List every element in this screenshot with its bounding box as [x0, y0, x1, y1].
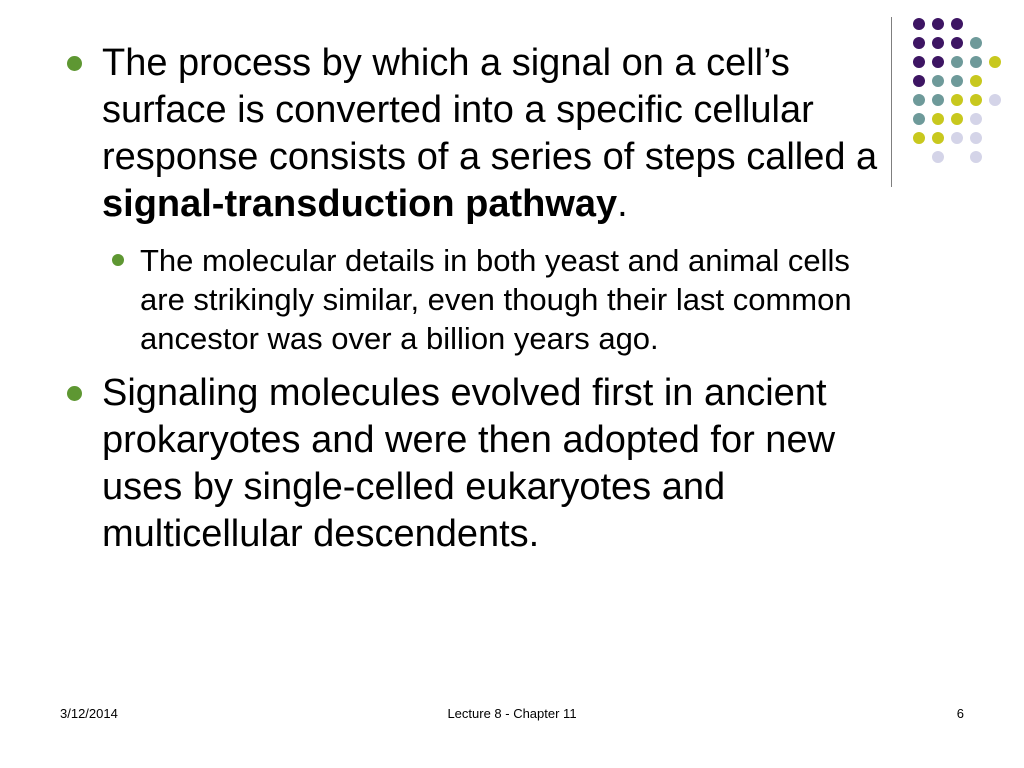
- bullet-icon: [67, 56, 82, 71]
- dot: [989, 56, 1001, 68]
- dot: [913, 75, 925, 87]
- dot: [913, 132, 925, 144]
- dot: [970, 94, 982, 106]
- dot: [951, 56, 963, 68]
- sub-bullet-text: The molecular details in both yeast and animal cells are strikingly similar, even though their last common ancestor was over a billion years ago.: [140, 243, 852, 356]
- dot: [951, 37, 963, 49]
- dot: [951, 75, 963, 87]
- dot: [951, 18, 963, 30]
- footer-page-number: 6: [956, 706, 964, 721]
- dot: [932, 56, 944, 68]
- dot: [932, 75, 944, 87]
- dot: [970, 75, 982, 87]
- bullet-item-signaling-molecules: [60, 370, 880, 558]
- dot: [951, 113, 963, 125]
- header-divider: [891, 17, 892, 187]
- dot: [932, 132, 944, 144]
- bullet-text-end: .: [617, 183, 628, 225]
- bullet-text: The process by which a signal on a cell’s surface is converted into a specific cellular response consists of a series of steps called a: [102, 42, 878, 178]
- dot: [932, 18, 944, 30]
- dot: [913, 37, 925, 49]
- dot: [913, 113, 925, 125]
- footer-title: Lecture 8 - Chapter 11: [447, 706, 577, 721]
- dot: [970, 37, 982, 49]
- dot: [970, 151, 982, 163]
- bullet-item-signal-transduction: [60, 40, 880, 228]
- slide-body: [60, 40, 880, 558]
- dot: [970, 56, 982, 68]
- dot: [951, 94, 963, 106]
- dot: [913, 94, 925, 106]
- dot: [932, 94, 944, 106]
- dot: [932, 151, 944, 163]
- dot: [932, 37, 944, 49]
- dot: [932, 113, 944, 125]
- bullet-text: Signaling molecules evolved first in ancient prokaryotes and were then adopted for new uses by single-celled eukaryotes and multicellular descendents.: [102, 372, 836, 555]
- dot: [970, 113, 982, 125]
- dot: [970, 132, 982, 144]
- sub-bullet-item-molecular-details: [60, 241, 880, 358]
- bullet-icon: [67, 386, 82, 401]
- footer-date: 3/12/2014: [60, 706, 118, 721]
- sub-bullet-icon: [112, 254, 124, 266]
- dot: [989, 94, 1001, 106]
- dot: [913, 18, 925, 30]
- decorative-dot-grid: [900, 10, 1020, 170]
- dot: [951, 132, 963, 144]
- bullet-bold-term: signal-transduction pathway: [102, 183, 618, 225]
- dot: [913, 56, 925, 68]
